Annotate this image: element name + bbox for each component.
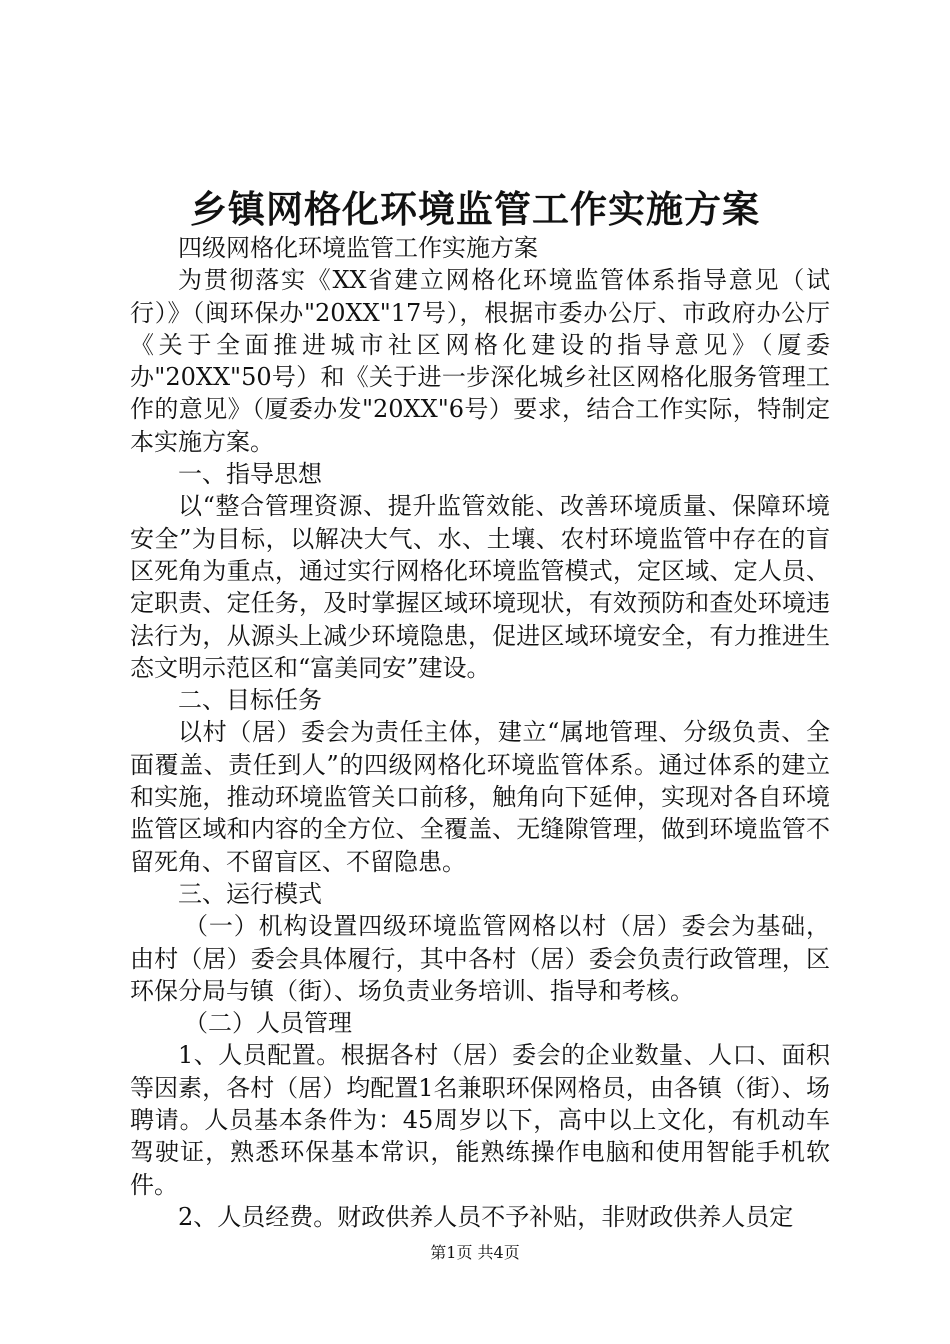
section-heading: 二、目标任务	[178, 686, 322, 715]
document-title: 乡镇网格化环境监管工作实施方案	[190, 187, 760, 231]
body-paragraph: 1、人员配置。根据各村（居）委会的企业数量、人口、面积等因素，各村（居）均配置1名兼职环保网格员，由各镇（街）、场聘请。人员基本条件为：45周岁以下，高中以上文化，有机动车驾驶证，熟悉环保基本常识，能熟练操作电脑和使用智能手机软件。	[130, 1041, 830, 1199]
section-heading: 三、运行模式	[178, 879, 322, 908]
body-paragraph: 为贯彻落实《XX省建立网格化环境监管体系指导意见（试行）》（闽环保办"20XX"17号），根据市委办公厅、市政府办公厅《关于全面推进城市社区网格化建设的指导意见》（厦委办"20XX"50号）和《关于进一步深化城乡社区网格化服务管理工作的意见》（厦委办发"20XX"6号）要求，结合工作实际，特制定本实施方案。	[130, 266, 830, 456]
body-paragraph: 以“整合管理资源、提升监管效能、改善环境质量、保障环境安全”为目标，以解决大气、水、土壤、农村环境监管中存在的盲区死角为重点，通过实行网格化环境监管模式，定区域、定人员、定职责、定任务，及时掌握区域环境现状，有效预防和查处环境违法行为，从源头上减少环境隐患，促进区域环境安全，有力推进生态文明示范区和“富美同安”建设。	[130, 492, 830, 682]
body-paragraph: 2、人员经费。财政供养人员不予补贴，非财政供养人员定	[178, 1202, 794, 1231]
body-paragraph: 以村（居）委会为责任主体，建立“属地管理、分级负责、全面覆盖、责任到人”的四级网格化环境监管体系。通过体系的建立和实施，推动环境监管关口前移，触角向下延伸，实现对各自环境监管区域和内容的全方位、全覆盖、无缝隙管理，做到环境监管不留死角、不留盲区、不留隐患。	[130, 718, 830, 876]
section-heading: 一、指导思想	[178, 460, 322, 489]
document-body	[130, 232, 830, 1233]
section-heading: 四级网格化环境监管工作实施方案	[178, 234, 538, 262]
section-heading: （二）人员管理	[184, 1009, 352, 1038]
body-paragraph: （一）机构设置四级环境监管网格以村（居）委会为基础，由村（居）委会具体履行，其中各村（居）委会负责行政管理，区环保分局与镇（街）、场负责业务培训、指导和考核。	[130, 912, 830, 1005]
page-footer: 第1页 共4页	[430, 1243, 520, 1262]
